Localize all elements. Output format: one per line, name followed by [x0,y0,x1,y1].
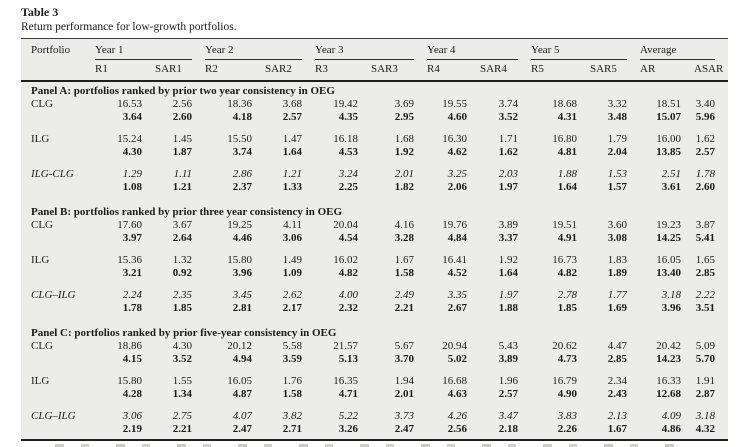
return-value-cell: 1.62 [695,133,715,145]
tstat-value-cell: 4.71 [338,387,358,400]
tstat-value-cell: 4.73 [557,352,577,365]
tstat-value-cell: 1.58 [282,387,302,400]
tstat-value-cell: 5.41 [695,231,715,244]
return-value-cell: 1.32 [172,254,192,266]
return-value-cell: 3.40 [695,98,715,110]
return-value-cell: 3.89 [498,219,518,231]
tstat-value-cell: 13.85 [656,145,681,158]
return-value-cell: 16.30 [442,133,467,145]
return-value-cell: 4.47 [607,340,627,352]
return-value-cell: 2.49 [394,289,414,301]
return-value-cell: 3.67 [172,219,192,231]
return-value-cell: 20.94 [442,340,467,352]
tstat-value-cell: 3.59 [282,352,302,365]
tstat-row [21,423,728,436]
tstat-row [21,181,728,194]
return-value-cell: 5.58 [282,340,302,352]
tstat-value-cell: 1.21 [172,180,192,193]
return-value-cell: 19.25 [227,219,252,231]
tstat-value-cell: 4.91 [557,231,577,244]
portfolio-row-group [21,219,728,244]
tstat-value-cell: 1.09 [282,266,302,279]
return-value-cell: 1.78 [695,168,715,180]
return-value-cell: 20.42 [656,340,681,352]
tstat-value-cell: 1.88 [498,301,518,314]
row-label: ILG [31,254,50,266]
portfolio-row-group [21,340,728,365]
return-value-cell: 1.96 [498,375,518,387]
tstat-value-cell: 3.61 [661,180,681,193]
return-value-cell: 21.57 [333,340,358,352]
panel-title: Panel A: portfolios ranked by prior two year consistency in OEG [31,85,335,97]
return-row [21,340,728,353]
return-value-cell: 15.24 [117,133,142,145]
return-value-cell: 2.01 [394,168,414,180]
tstat-value-cell: 4.54 [338,231,358,244]
tstat-row [21,388,728,401]
row-label-spacer [21,232,95,245]
return-value-cell: 19.42 [333,98,358,110]
return-value-cell: 1.29 [122,168,142,180]
return-value-cell: 20.62 [552,340,577,352]
return-value-cell: 19.55 [442,98,467,110]
tstat-value-cell: 5.02 [447,352,467,365]
tstat-value-cell: 3.96 [232,266,252,279]
tstat-value-cell: 14.23 [656,352,681,365]
tstat-value-cell: 2.85 [695,266,715,279]
tstat-value-cell: 1.78 [122,301,142,314]
subcolumn-header: SAR3 [371,63,398,75]
return-value-cell: 2.34 [607,375,627,387]
tstat-value-cell: 2.81 [232,301,252,314]
return-value-cell: 16.33 [656,375,681,387]
return-row [21,410,728,423]
tstat-value-cell: 2.18 [498,422,518,435]
tstat-value-cell: 2.60 [695,180,715,193]
tstat-value-cell: 4.81 [557,145,577,158]
return-value-cell: 3.18 [695,410,715,422]
return-row [21,254,728,267]
year-group-label: Year 5 [531,44,627,60]
year-group-label: Year 4 [427,44,518,60]
tstat-value-cell: 3.52 [498,110,518,123]
return-value-cell: 1.92 [498,254,518,266]
tstat-value-cell: 1.89 [607,266,627,279]
tstat-value-cell: 4.87 [232,387,252,400]
return-value-cell: 16.05 [227,375,252,387]
tstat-value-cell: 4.53 [338,145,358,158]
return-value-cell: 16.35 [333,375,358,387]
tstat-value-cell: 4.31 [557,110,577,123]
return-value-cell: 3.45 [232,289,252,301]
tstat-value-cell: 2.57 [498,387,518,400]
tstat-value-cell: 2.04 [607,145,627,158]
row-label-spacer [21,302,95,315]
tstat-value-cell: 2.19 [122,422,142,435]
panel-title: Panel B: portfolios ranked by prior three year consistency in OEG [31,206,343,218]
row-label-spacer [21,353,95,366]
return-value-cell: 2.78 [557,289,577,301]
return-value-cell: 3.82 [282,410,302,422]
tstat-value-cell: 4.18 [232,110,252,123]
tstat-value-cell: 3.28 [394,231,414,244]
return-value-cell: 16.79 [552,375,577,387]
subcolumn-header: SAR4 [480,63,507,75]
return-value-cell: 1.77 [607,289,627,301]
tstat-value-cell: 14.25 [656,231,681,244]
subcolumn-header: R5 [531,63,544,75]
return-value-cell: 18.36 [227,98,252,110]
tstat-value-cell: 4.90 [557,387,577,400]
row-label: CLG [31,98,53,110]
panel [21,327,728,435]
tstat-row [21,353,728,366]
tstat-value-cell: 2.01 [394,387,414,400]
tstat-value-cell: 2.21 [394,301,414,314]
tstat-value-cell: 2.25 [338,180,358,193]
return-value-cell: 1.11 [173,168,192,180]
tstat-value-cell: 2.56 [447,422,467,435]
row-label: CLG–ILG [31,289,76,301]
return-value-cell: 1.68 [394,133,414,145]
row-label-spacer [21,423,95,436]
subcolumn-header: SAR1 [155,63,182,75]
return-value-cell: 4.16 [394,219,414,231]
tstat-value-cell: 2.06 [447,180,467,193]
return-row [21,219,728,232]
return-value-cell: 19.23 [656,219,681,231]
row-label-spacer [21,181,95,194]
row-label: CLG [31,340,53,352]
return-value-cell: 18.86 [117,340,142,352]
tstat-value-cell: 4.82 [338,266,358,279]
tstat-value-cell: 4.32 [695,422,715,435]
return-value-cell: 20.04 [333,219,358,231]
panel [21,85,728,193]
tstat-value-cell: 4.15 [122,352,142,365]
tstat-value-cell: 3.48 [607,110,627,123]
return-value-cell: 2.24 [122,289,142,301]
return-row [21,168,728,181]
return-value-cell: 1.55 [172,375,192,387]
year-group-label: Year 2 [205,44,302,60]
subcolumn-header: AR [640,63,656,75]
return-value-cell: 18.68 [552,98,577,110]
tstat-value-cell: 1.57 [607,180,627,193]
return-value-cell: 3.35 [447,289,467,301]
tstat-value-cell: 2.67 [447,301,467,314]
row-label-spacer [21,267,95,280]
return-value-cell: 3.32 [607,98,627,110]
tstat-row [21,146,728,159]
tstat-value-cell: 3.08 [607,231,627,244]
portfolio-row-group [21,289,728,314]
row-label-spacer [21,146,95,159]
return-value-cell: 1.79 [607,133,627,145]
return-value-cell: 2.75 [172,410,192,422]
tstat-value-cell: 3.51 [695,301,715,314]
subcolumn-header: R1 [95,63,108,75]
portfolio-row-group [21,375,728,400]
table-header-subcolumns [21,60,728,82]
return-value-cell: 1.53 [607,168,627,180]
tstat-value-cell: 1.85 [172,301,192,314]
tstat-value-cell: 2.47 [394,422,414,435]
table-body [21,82,728,439]
tstat-value-cell: 2.64 [172,231,192,244]
return-value-cell: 16.02 [333,254,358,266]
return-value-cell: 3.47 [498,410,518,422]
tstat-value-cell: 1.92 [394,145,414,158]
subcolumn-header: ASAR [694,63,724,75]
portfolio-row-group [21,98,728,123]
return-row [21,375,728,388]
tstat-value-cell: 1.64 [557,180,577,193]
year-group-header [95,44,205,60]
tstat-value-cell: 2.71 [282,422,302,435]
return-value-cell: 1.67 [394,254,414,266]
table-number: Table 3 [21,5,59,19]
year-group-label: Year 3 [315,44,414,60]
row-label: CLG–ILG [31,410,76,422]
tstat-value-cell: 1.62 [498,145,518,158]
tstat-value-cell: 2.47 [232,422,252,435]
return-value-cell: 2.13 [607,410,627,422]
tstat-value-cell: 3.52 [172,352,192,365]
return-value-cell: 1.88 [557,168,577,180]
return-value-cell: 16.80 [552,133,577,145]
return-value-cell: 1.97 [498,289,518,301]
tstat-value-cell: 15.07 [656,110,681,123]
tstat-value-cell: 2.85 [607,352,627,365]
year-group-header [315,44,427,60]
return-value-cell: 2.35 [172,289,192,301]
year-group-label: Year 1 [95,44,192,60]
return-value-cell: 16.53 [117,98,142,110]
tstat-value-cell: 4.84 [447,231,467,244]
tstat-value-cell: 12.68 [656,387,681,400]
row-label: ILG [31,133,50,145]
return-value-cell: 3.87 [695,219,715,231]
tstat-value-cell: 2.60 [172,110,192,123]
return-value-cell: 2.56 [172,98,192,110]
tstat-value-cell: 3.06 [282,231,302,244]
year-group-header [205,44,315,60]
tstat-value-cell: 1.82 [394,180,414,193]
tstat-value-cell: 1.67 [607,422,627,435]
year-group-header [531,44,640,60]
tstat-row [21,302,728,315]
return-value-cell: 15.80 [227,254,252,266]
return-value-cell: 4.30 [172,340,192,352]
return-value-cell: 3.24 [338,168,358,180]
return-value-cell: 3.69 [394,98,414,110]
return-value-cell: 3.18 [661,289,681,301]
return-value-cell: 2.03 [498,168,518,180]
tstat-value-cell: 5.13 [338,352,358,365]
return-value-cell: 5.43 [498,340,518,352]
return-value-cell: 5.22 [338,410,358,422]
return-value-cell: 15.80 [117,375,142,387]
tstat-value-cell: 2.21 [172,422,192,435]
return-value-cell: 3.60 [607,219,627,231]
portfolio-row-group [21,410,728,435]
portfolio-row-group [21,133,728,158]
tstat-value-cell: 1.69 [607,301,627,314]
tstat-value-cell: 1.58 [394,266,414,279]
return-value-cell: 1.45 [172,133,192,145]
year-group-label: Average [640,44,715,60]
return-value-cell: 1.83 [607,254,627,266]
tstat-value-cell: 3.97 [122,231,142,244]
return-value-cell: 2.86 [232,168,252,180]
return-row [21,289,728,302]
return-value-cell: 3.74 [498,98,518,110]
tstat-value-cell: 3.26 [338,422,358,435]
tstat-value-cell: 4.94 [232,352,252,365]
return-value-cell: 4.11 [283,219,302,231]
return-value-cell: 5.67 [394,340,414,352]
portfolio-row-group [21,254,728,279]
return-value-cell: 16.18 [333,133,358,145]
tstat-value-cell: 1.64 [498,266,518,279]
tstat-value-cell: 1.08 [122,180,142,193]
tstat-value-cell: 5.96 [695,110,715,123]
row-label-spacer [21,111,95,124]
year-group-header [427,44,531,60]
tstat-value-cell: 5.70 [695,352,715,365]
tstat-value-cell: 4.82 [557,266,577,279]
tstat-value-cell: 3.74 [232,145,252,158]
tstat-value-cell: 4.52 [447,266,467,279]
tstat-value-cell: 2.87 [695,387,715,400]
tstat-value-cell: 3.70 [394,352,414,365]
row-label-spacer [21,388,95,401]
return-value-cell: 1.91 [695,375,715,387]
tstat-row [21,232,728,245]
tstat-value-cell: 3.21 [122,266,142,279]
return-value-cell: 20.12 [227,340,252,352]
return-value-cell: 3.73 [394,410,414,422]
year-group-header [640,44,728,60]
tstat-value-cell: 2.57 [282,110,302,123]
tstat-value-cell: 2.43 [607,387,627,400]
return-value-cell: 1.94 [394,375,414,387]
return-value-cell: 16.73 [552,254,577,266]
tstat-value-cell: 2.95 [394,110,414,123]
row-label: ILG-CLG [31,168,74,180]
return-value-cell: 2.62 [282,289,302,301]
table-caption: Return performance for low-growth portfolios. [21,21,237,33]
return-row [21,98,728,111]
tstat-value-cell: 3.89 [498,352,518,365]
return-value-cell: 16.00 [656,133,681,145]
return-value-cell: 2.51 [661,168,681,180]
tstat-value-cell: 2.37 [232,180,252,193]
return-value-cell: 19.76 [442,219,467,231]
return-value-cell: 3.68 [282,98,302,110]
return-value-cell: 1.47 [282,133,302,145]
tstat-value-cell: 2.26 [557,422,577,435]
return-row [21,133,728,146]
tstat-row [21,111,728,124]
return-value-cell: 4.09 [661,410,681,422]
panel-title: Panel C: portfolios ranked by prior five-year consistency in OEG [31,327,337,339]
tstat-value-cell: 13.40 [656,266,681,279]
tstat-value-cell: 4.28 [122,387,142,400]
return-value-cell: 17.60 [117,219,142,231]
header-spacer [21,63,95,76]
table-header-groups [21,39,728,60]
tstat-value-cell: 1.64 [282,145,302,158]
return-value-cell: 19.51 [552,219,577,231]
tstat-value-cell: 1.85 [557,301,577,314]
return-value-cell: 18.51 [656,98,681,110]
return-value-cell: 16.41 [442,254,467,266]
row-label: CLG [31,219,53,231]
return-value-cell: 16.05 [656,254,681,266]
tstat-row [21,267,728,280]
subcolumn-header: R2 [205,63,218,75]
tstat-value-cell: 4.62 [447,145,467,158]
tstat-value-cell: 2.57 [695,145,715,158]
tstat-value-cell: 2.32 [338,301,358,314]
tstat-value-cell: 1.87 [172,145,192,158]
row-label: ILG [31,375,50,387]
return-value-cell: 5.09 [695,340,715,352]
tstat-value-cell: 1.97 [498,180,518,193]
subcolumn-header: SAR5 [590,63,617,75]
subcolumn-header: R3 [315,63,328,75]
tstat-value-cell: 4.46 [232,231,252,244]
return-value-cell: 2.22 [695,289,715,301]
return-value-cell: 3.83 [557,410,577,422]
tstat-value-cell: 4.86 [661,422,681,435]
tstat-value-cell: 1.34 [172,387,192,400]
portfolio-row-group [21,168,728,193]
return-value-cell: 4.07 [232,410,252,422]
return-value-cell: 1.65 [695,254,715,266]
tstat-value-cell: 0.92 [172,266,192,279]
return-value-cell: 15.36 [117,254,142,266]
tstat-value-cell: 3.37 [498,231,518,244]
return-value-cell: 1.49 [282,254,302,266]
return-value-cell: 15.50 [227,133,252,145]
panel [21,206,728,314]
return-value-cell: 16.68 [442,375,467,387]
tstat-value-cell: 4.63 [447,387,467,400]
return-value-cell: 1.76 [282,375,302,387]
tstat-value-cell: 1.33 [282,180,302,193]
portfolio-column-header: Portfolio [31,44,71,56]
return-value-cell: 1.71 [498,133,518,145]
return-value-cell: 3.06 [122,410,142,422]
tstat-value-cell: 3.96 [661,301,681,314]
return-value-cell: 1.21 [282,168,302,180]
return-value-cell: 3.25 [447,168,467,180]
tstat-value-cell: 4.30 [122,145,142,158]
tstat-value-cell: 4.60 [447,110,467,123]
subcolumn-header: SAR2 [265,63,292,75]
subcolumn-header: R4 [427,63,440,75]
tstat-value-cell: 3.64 [122,110,142,123]
tstat-value-cell: 4.35 [338,110,358,123]
return-value-cell: 4.00 [338,289,358,301]
tstat-value-cell: 2.17 [282,301,302,314]
return-value-cell: 4.26 [447,410,467,422]
data-table [21,38,728,441]
